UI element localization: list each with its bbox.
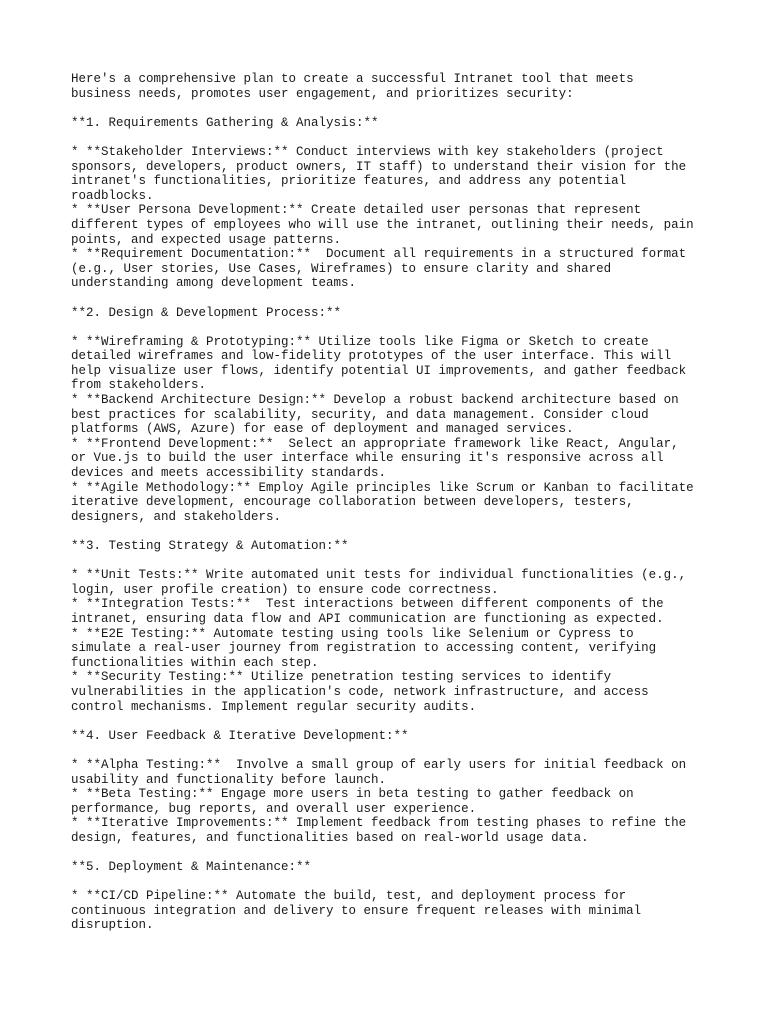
section-heading: **2. Design & Development Process:** [71, 305, 342, 320]
spacer [71, 714, 731, 729]
bullet-item: * **CI/CD Pipeline:** Automate the build, test, and deployment process for continuous integration and delivery to ensure frequent releases with minimal disruption. [71, 889, 642, 933]
bullet-item: * **Frontend Development:** Select an appropriate framework like React, Angular, or Vue.js to build the user interface while ensuring it's responsive across all devices and meets accessibility standards. [71, 436, 679, 481]
spacer [71, 524, 731, 539]
spacer [71, 875, 731, 890]
bullet-item: * **E2E Testing:** Automate testing using tools like Selenium or Cypress to simulate a real-user journey from registration to accessing content, verifying functionalities within each step. [71, 626, 657, 670]
spacer [71, 845, 731, 860]
bullet-item: * **User Persona Development:** Create detailed user personas that represent different types of employees who will use the intranet, outlining their needs, pain points, and expected usage patterns. [71, 203, 694, 247]
spacer [71, 101, 731, 116]
bullet-item: * **Iterative Improvements:** Implement feedback from testing phases to refine the design, features, and functionalities based on real-world usage data. [71, 816, 687, 845]
bullet-item: * **Stakeholder Interviews:** Conduct interviews with key stakeholders (project sponsors, developers, product owners, IT staff) to understand their vision for the intranet's functionalities, prioritize features, and address any potential roadblocks. [71, 144, 687, 203]
document-page [71, 72, 731, 933]
bullet-item: * **Security Testing:** Utilize penetration testing services to identify vulnerabilities in the application's code, network infrastructure, and access control mechanisms. Implement regular security audits. [71, 670, 649, 714]
bullet-item: * **Beta Testing:** Engage more users in beta testing to gather feedback on performance, bug reports, and overall user experience. [71, 787, 634, 816]
spacer [71, 743, 731, 758]
spacer [71, 291, 731, 306]
spacer [71, 130, 731, 145]
section-heading: **1. Requirements Gathering & Analysis:** [71, 115, 379, 130]
section-heading: **4. User Feedback & Iterative Development:** [71, 728, 409, 743]
bullet-item: * **Unit Tests:** Write automated unit tests for individual functionalities (e.g., login, user profile creation) to ensure code correctness. [71, 568, 687, 597]
intro-paragraph: Here's a comprehensive plan to create a successful Intranet tool that meets business needs, promotes user engagement, and prioritizes security: [71, 72, 634, 101]
bullet-item: * **Requirement Documentation:** Document all requirements in a structured format (e.g., User stories, Use Cases, Wireframes) to ensure clarity and shared understanding among development teams. [71, 247, 687, 291]
section-heading: **5. Deployment & Maintenance:** [71, 860, 312, 875]
bullet-item: * **Wireframing & Prototyping:** Utilize tools like Figma or Sketch to create detailed wireframes and low-fidelity prototypes of the user interface. This will help visualize user flows, identify potential UI improvements, and gather feedback from stakeholders. [71, 334, 687, 393]
spacer [71, 554, 731, 569]
spacer [71, 320, 731, 335]
bullet-item: * **Integration Tests:** Test interactions between different components of the intranet, ensuring data flow and API communication are functioning as expected. [71, 597, 664, 626]
bullet-item: * **Backend Architecture Design:** Develop a robust backend architecture based on best practices for scalability, security, and data management. Consider cloud platforms (AWS, Azure) for ease of deployment and managed services. [71, 393, 679, 437]
bullet-item: * **Alpha Testing:** Involve a small group of early users for initial feedback on usability and functionality before launch. [71, 757, 687, 787]
section-heading: **3. Testing Strategy & Automation:** [71, 539, 349, 553]
bullet-item: * **Agile Methodology:** Employ Agile principles like Scrum or Kanban to facilitate iterative development, encourage collaboration between developers, testers, designers, and stakeholders. [71, 480, 694, 524]
